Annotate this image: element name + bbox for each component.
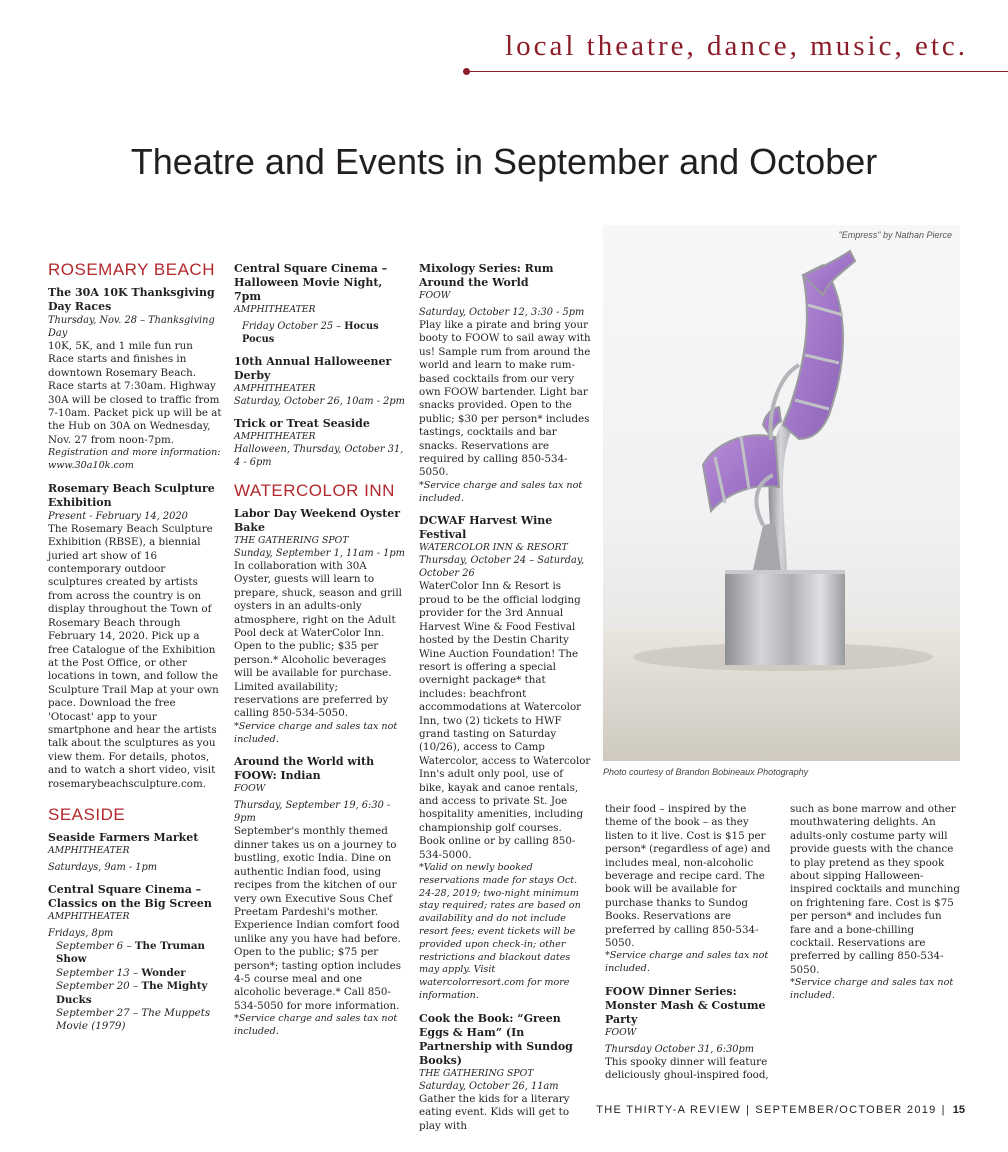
event-date: Saturdays, 9am - 1pm (48, 861, 158, 873)
event-date: Thursday, October 24 – Saturday, October 26 (419, 555, 585, 580)
event-venue: AMPHITHEATER (48, 910, 130, 922)
event-note: *Service charge and sales tax not included. (234, 720, 398, 745)
location-heading-rosemary-beach: ROSEMARY BEACH (48, 260, 215, 279)
event-halloweener-derby (234, 355, 406, 408)
page-number: 15 (952, 1104, 965, 1116)
event-title: Rosemary Beach Sculpture Exhibition (48, 481, 215, 509)
event-date: Thursday, Nov. 28 – Thanksgiving Day (48, 315, 215, 339)
location-heading-watercolor-inn: WATERCOLOR INN (234, 481, 395, 500)
event-title: Central Square Cinema – Classics on the Big Screen (48, 882, 212, 910)
section-header: local theatre, dance, music, etc. (505, 30, 968, 62)
event-sculpture-exhibition (48, 482, 222, 791)
event-date: Thursday October 31, 6:30pm (605, 1044, 755, 1056)
film-title: Wonder (141, 966, 186, 979)
photo-credit: Photo courtesy of Brandon Bobineaux Photography (603, 767, 809, 777)
event-description: Play like a pirate and bring your booty to FOOW to sail away with us! Sample rum from around the world and learn to make rum-based cocktails from our very own FOOW bartender. Light bar snacks provided. Open to the public; $30 per person* includes tastings, cocktails and bar snacks. Reservations are required by calling 850-534-5050. (419, 319, 591, 479)
event-rum-around-the-world (419, 262, 591, 505)
event-note: *Service charge and sales tax not included. (419, 479, 583, 504)
event-venue: AMPHITHEATER (234, 304, 316, 315)
column-2 (234, 262, 406, 1048)
event-cook-the-book (419, 1012, 591, 1133)
film-title: The Truman Show (56, 939, 206, 966)
film-schedule (48, 940, 222, 1034)
event-date: Thursday, September 19, 6:30 - 9pm (234, 800, 391, 825)
event-trick-or-treat (234, 417, 406, 469)
event-date: Saturday, October 26, 10am - 2pm (234, 396, 405, 407)
page-title: Theatre and Events in September and October (130, 141, 878, 182)
event-note: Registration and more information: www.30a10k.com (48, 447, 221, 472)
event-farmers-market (48, 831, 222, 874)
event-date: Saturday, October 12, 3:30 - 5pm (419, 307, 585, 318)
event-description: Gather the kids for a literary eating event. Kids will get to play with (419, 1092, 570, 1132)
event-title: DCWAF Harvest Wine Festival (419, 514, 553, 542)
event-description: WaterColor Inn & Resort is proud to be the official lodging provider for the 3rd Annual Harvest Wine & Food Festival hosted by the Destin Charity Wine Auction Foundation! The resort is offering a special overnight package* that includes: beachfront accommodations at Watercolor Inn, two (2) tickets to HWF grand tasting on Saturday (10/26), access to Camp Watercolor, access to Watercolor Inn's adult only pool, use of bike, kayak and canoe rentals, and access to private St. Joe hospitality amenities, including championship golf courses. Book online or by calling 850-534-5000. (419, 580, 591, 861)
event-title: Around the World with FOOW: Indian (234, 755, 375, 783)
issue-date: SEPTEMBER/OCTOBER 2019 (755, 1104, 937, 1116)
event-date: Friday October 25 – Hocus Pocus (242, 321, 379, 345)
event-harvest-wine-festival (419, 514, 591, 1002)
event-title: Labor Day Weekend Oyster Bake (234, 507, 401, 534)
event-date: Present - February 14, 2020 (48, 510, 188, 522)
schedule-item: September 20 – The Mighty Ducks (56, 980, 208, 1006)
event-oyster-bake (234, 507, 406, 746)
schedule-item: September 6 – The Truman Show (56, 939, 206, 966)
column-4 (605, 803, 777, 1092)
page-footer (596, 1104, 965, 1116)
event-title: Central Square Cinema – Halloween Movie Night, 7pm (234, 262, 388, 303)
event-halloween-movie-night (234, 262, 406, 346)
event-venue: AMPHITHEATER (234, 431, 316, 442)
photo-caption: "Empress" by Nathan Pierce (838, 230, 952, 240)
event-venue: THE GATHERING SPOT (419, 1067, 534, 1079)
sculpture-illustration (603, 225, 960, 761)
footer-separator: | (746, 1104, 751, 1116)
schedule-item: September 13 – Wonder (56, 966, 186, 979)
event-note: *Service charge and sales tax not included. (790, 977, 954, 1002)
event-title: Cook the Book: “Green Eggs & Ham” (In Partnership with Sundog Books) (419, 1011, 573, 1067)
event-title: 10th Annual Halloweener Derby (234, 355, 392, 382)
event-description: September's monthly themed dinner takes us on a journey to bustling, exotic India. Dine on authentic Indian food, using recipes from the kitchen of our very own Executive Sous Chef Preetam Pardeshi's mother. Experience Indian comfort food unlike any you have had before. Open to the public; $75 per person*; tasting option includes 4-5 course meal and one alcoholic beverage.* Call 850-534-5050 for more information. (234, 825, 402, 1012)
event-description: 10K, 5K, and 1 mile fun run Race starts and finishes in downtown Rosemary Beach. Race starts at 7:30am. Highway 30A will be closed to traffic from 7-10am. Packet pick up will be at the Hub on 30A on Wednesday, Nov. 27 from noon-7pm. (48, 340, 222, 446)
publication-name: THE THIRTY-A REVIEW (596, 1104, 742, 1116)
event-description: This spooky dinner will feature deliciously ghoul-inspired food, (605, 1056, 769, 1082)
location-heading-seaside: SEASIDE (48, 804, 126, 824)
event-description: In collaboration with 30A Oyster, guests will learn to prepare, shuck, season and grill oysters in an adults-only atmosphere, right on the Adult Pool deck at WaterColor Inn. Open to the public; $35 per person.* Alcoholic beverages will be available for purchase. Limited availability; reservations are preferred by calling 850-534-5050. (234, 560, 402, 720)
schedule-item: September 27 – The Muppets Movie (1979) (56, 1007, 211, 1033)
event-title: Trick or Treat Seaside (234, 417, 370, 430)
event-30a-10k (48, 286, 222, 473)
event-title: The 30A 10K Thanksgiving Day Races (48, 286, 215, 313)
event-venue: FOOW (234, 783, 266, 795)
event-title: Mixology Series: Rum Around the World (419, 262, 554, 289)
event-venue: THE GATHERING SPOT (234, 535, 349, 546)
event-venue: AMPHITHEATER (48, 844, 130, 856)
event-venue: AMPHITHEATER (234, 383, 316, 394)
continued-description: their food – inspired by the theme of the book – as they listen to it live. Cost is $15 per person* (regardless of age) and includes meal, non-alcoholic beverage and recipe card. The book will be available for purchase thanks to Sundog Books. Reservations are preferred by calling 850-534-5050. (605, 803, 771, 950)
event-venue: FOOW (419, 290, 451, 301)
event-note: *Service charge and sales tax not included. (234, 1013, 398, 1037)
film-title: The Mighty Ducks (56, 980, 208, 1006)
sculpture-photo (603, 225, 960, 761)
film-title: The Muppets Movie (1979) (56, 1007, 211, 1033)
event-date: Fridays, 8pm (48, 927, 114, 939)
column-1 (48, 260, 222, 1043)
footer-separator: | (941, 1104, 946, 1116)
event-title: Seaside Farmers Market (48, 830, 199, 844)
event-note: *Service charge and sales tax not included. (605, 950, 769, 975)
header-rule-dot (463, 68, 470, 75)
event-venue: WATERCOLOR INN & RESORT (419, 542, 568, 554)
event-note: *Valid on newly booked reservations made for stays Oct. 24-28, 2019; two-night minimum stay required; rates are based on availability and do not include resort fees; event tickets will be provided upon check-in; other restrictions and blackout dates may apply. Visit watercolorresort.com for more information. (419, 862, 581, 1001)
film-title: Hocus Pocus (242, 321, 379, 345)
event-around-the-world-indian (234, 755, 406, 1038)
event-description: The Rosemary Beach Sculpture Exhibition (RBSE), a biennial juried art show of 16 contemporary outdoor sculptures created by artists from across the country is on display throughout the Town of Rosemary Beach through February 14, 2020. Pick up a free Catalogue of the Exhibition at the Post Office, or other locations in town, and follow the Sculpture Trail Map at your own pace. Download the free 'Otocast' app to your smartphone and hear the artists talk about the sculptures as you view them. For details, photos, and to watch a short video, visit rosemarybeachsculpture.com. (48, 522, 219, 790)
event-monster-mash (605, 985, 777, 1083)
event-venue: FOOW (605, 1027, 637, 1039)
event-title: FOOW Dinner Series: Monster Mash & Costume Party (605, 985, 766, 1027)
event-classics-big-screen (48, 883, 222, 1034)
column-3 (419, 262, 591, 1142)
header-rule (467, 71, 1008, 72)
event-date: Saturday, October 26, 11am (419, 1080, 559, 1092)
event-date: Halloween, Thursday, October 31, 4 - 6pm (234, 444, 404, 468)
continued-description: such as bone marrow and other mouthwatering delights. An adults-only costume party will provide guests with the chance to play pretend as they spook about sipping Halloween-inspired cocktails and munching on frightening fare. Cost is $75 per person* and includes fun fare and a bone-chilling cocktail. Reservations are preferred by calling 850-534-5050. (790, 803, 960, 976)
event-date: Sunday, September 1, 11am - 1pm (234, 548, 405, 559)
column-5 (790, 803, 960, 1003)
